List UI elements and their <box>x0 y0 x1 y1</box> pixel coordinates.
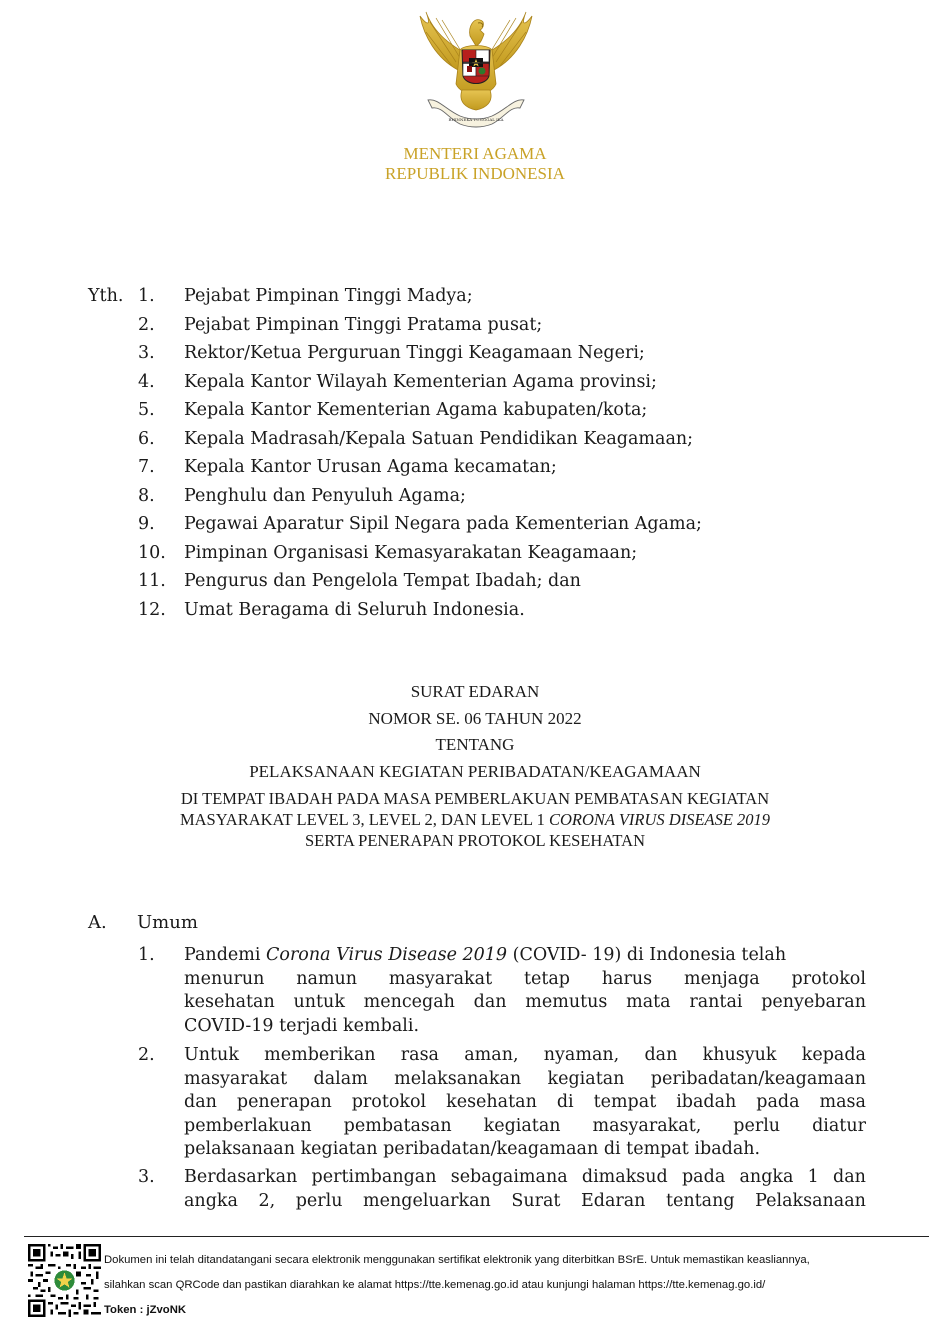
word: ibadah <box>676 1092 737 1112</box>
list-item-number: 5. <box>138 400 155 420</box>
footer-divider <box>24 1236 929 1237</box>
word: peribadatan/keagamaan <box>650 1068 866 1089</box>
word: pembatasan <box>343 1115 452 1136</box>
list-item-text: Kepala Kantor Kementerian Agama kabupaten/kota; <box>184 400 648 420</box>
word: Surat <box>511 1190 561 1211</box>
word: angka <box>739 1167 794 1187</box>
section-title: Umum <box>137 912 198 933</box>
paragraph-line <box>184 968 866 992</box>
list-item-text: Umat Beragama di Seluruh Indonesia. <box>184 599 525 620</box>
word: dan <box>833 1167 866 1187</box>
word: kesehatan <box>446 1092 537 1112</box>
title-subject-italic: CORONA VIRUS DISEASE 2019 <box>549 810 771 829</box>
paragraph-number: 1. <box>138 945 155 965</box>
word: protokol <box>351 1092 427 1112</box>
word: khusyuk <box>702 1045 777 1065</box>
word: pada <box>681 1167 726 1187</box>
word: penyebaran <box>761 992 866 1012</box>
word: 2, <box>258 1190 276 1211</box>
word: dalam <box>313 1068 368 1089</box>
word: kegiatan <box>547 1068 625 1089</box>
list-item-number: 12. <box>138 599 166 620</box>
list-item-text: Kepala Madrasah/Kepala Satuan Pendidikan Keagamaan; <box>184 428 694 449</box>
word: Pelaksanaan <box>755 1190 866 1211</box>
word: rasa <box>400 1045 439 1065</box>
title-subject-line <box>0 809 950 830</box>
list-item-number: 4. <box>138 371 155 392</box>
paragraph-line <box>184 944 866 968</box>
word: dan <box>473 992 507 1012</box>
list-item-text: Pengurus dan Pengelola Tempat Ibadah; dan <box>184 571 581 591</box>
list-item-text: Penghulu dan Penyuluh Agama; <box>184 485 466 506</box>
ministry-country: REPUBLIK INDONESIA <box>385 164 565 183</box>
title-subject-line: PELAKSANAAN KEGIATAN PERIBADATAN/KEAGAMAAN <box>249 761 701 781</box>
word: mencegah <box>363 992 455 1012</box>
word: masyarakat <box>184 1068 288 1089</box>
paragraph-italic: Corona Virus Disease 2019 <box>266 945 508 965</box>
word: perlu <box>295 1190 343 1211</box>
word: Berdasarkan <box>184 1167 298 1187</box>
title-about: TENTANG <box>435 735 515 754</box>
list-item-number: 10. <box>138 542 166 563</box>
paragraph-line: pelaksanaan kegiatan peribadatan/keagamaan di tempat ibadah. <box>184 1139 761 1159</box>
paragraph-text: Pandemi <box>184 945 267 965</box>
word: Untuk <box>184 1045 239 1065</box>
signature-token: Token : jZvoNK <box>104 1304 187 1316</box>
paragraph-line <box>184 991 866 1015</box>
paragraph-number: 2. <box>138 1045 155 1065</box>
word: nyaman, <box>543 1045 620 1065</box>
list-item-number: 3. <box>138 343 155 363</box>
word: tentang <box>665 1190 735 1211</box>
paragraph-line: COVID-19 terjadi kembali. <box>184 1015 420 1036</box>
word: harus <box>601 968 653 989</box>
paragraph-number: 3. <box>138 1167 155 1187</box>
garuda-emblem-icon <box>412 6 540 131</box>
word: masyarakat, <box>592 1115 702 1136</box>
word: kesehatan <box>184 992 275 1012</box>
word: memutus <box>525 992 608 1012</box>
title-subject-line: SERTA PENERAPAN PROTOKOL KESEHATAN <box>304 831 645 850</box>
list-item-number: 11. <box>138 571 166 591</box>
word: diatur <box>812 1115 866 1136</box>
paragraph-text: (COVID- 19) di Indonesia telah <box>507 945 787 965</box>
word: Edaran <box>580 1190 646 1211</box>
list-item-text: Pimpinan Organisasi Kemasyarakatan Keagamaan; <box>184 542 638 563</box>
section-letter: A. <box>88 912 107 933</box>
list-item-text: Pegawai Aparatur Sipil Negara pada Kementerian Agama; <box>184 514 702 534</box>
e-signature-notice <box>104 1248 810 1323</box>
paragraph-line <box>184 1190 866 1214</box>
list-item-text: Pejabat Pimpinan Tinggi Madya; <box>184 286 473 306</box>
list-item-number: 8. <box>138 485 155 506</box>
word: dimaksud <box>581 1167 668 1187</box>
word: pada <box>756 1092 800 1112</box>
word: sebagaimana <box>450 1167 568 1187</box>
paragraph-line <box>184 1068 866 1092</box>
footer-line: Dokumen ini telah ditandatangani secara elektronik menggunakan sertifikat elektronik yang diterbitkan BSrE. Untuk memastikan keasliannya, <box>104 1254 810 1266</box>
qr-code-icon[interactable] <box>28 1244 101 1317</box>
list-item-text: Rektor/Ketua Perguruan Tinggi Keagamaan Negeri; <box>184 343 645 363</box>
document-type: SURAT EDARAN <box>410 682 540 701</box>
word: masa <box>819 1092 866 1112</box>
ministry-title: MENTERI AGAMA <box>403 144 547 163</box>
circular-title <box>0 679 950 851</box>
paragraph-line <box>184 1115 866 1139</box>
word: perlu <box>733 1115 781 1136</box>
word: 1 <box>807 1167 819 1187</box>
word: kepada <box>801 1045 866 1065</box>
word: dan <box>184 1092 217 1112</box>
list-item-number: 9. <box>138 514 155 534</box>
title-subject-text: MASYARAKAT LEVEL 3, LEVEL 2, DAN LEVEL 1 <box>179 810 550 829</box>
word: menurun <box>184 968 265 989</box>
word: angka <box>184 1190 238 1211</box>
word: untuk <box>293 992 345 1012</box>
paragraph-line <box>184 1166 866 1190</box>
word: menjaga <box>683 968 760 989</box>
paragraph-line <box>184 1044 866 1068</box>
document-number: NOMOR SE. 06 TAHUN 2022 <box>368 708 582 728</box>
list-item-number: 7. <box>138 457 155 477</box>
list-item-text: Kepala Kantor Wilayah Kementerian Agama provinsi; <box>184 371 657 392</box>
word: kegiatan <box>483 1115 561 1136</box>
list-item-text: Kepala Kantor Urusan Agama kecamatan; <box>184 457 557 477</box>
word: pemberlakuan <box>184 1115 312 1136</box>
paragraph-line <box>184 1091 866 1115</box>
word: mengeluarkan <box>363 1190 491 1211</box>
recipient-prefix: Yth. <box>88 286 124 306</box>
word: aman, <box>464 1045 519 1065</box>
word: dan <box>644 1045 678 1065</box>
word: di <box>556 1092 574 1112</box>
word: namun <box>296 968 358 989</box>
word: pertimbangan <box>311 1167 437 1187</box>
word: mata <box>626 992 671 1012</box>
word: rantai <box>689 992 743 1012</box>
word: memberikan <box>264 1045 376 1065</box>
title-subject-line: DI TEMPAT IBADAH PADA MASA PEMBERLAKUAN PEMBATASAN KEGIATAN <box>180 789 770 808</box>
list-item-number: 2. <box>138 314 155 335</box>
list-item-text: Pejabat Pimpinan Tinggi Pratama pusat; <box>184 314 543 335</box>
word: masyarakat <box>388 968 493 989</box>
word: tempat <box>593 1092 657 1112</box>
word: tetap <box>523 968 570 989</box>
word: protokol <box>791 968 866 989</box>
word: melaksanakan <box>394 1068 522 1089</box>
footer-line: silahkan scan QRCode dan pastikan diarahkan ke alamat https://tte.kemenag.go.id atau kunjungi halaman https://tte.kemenag.go.id/ <box>104 1279 766 1291</box>
word: penerapan <box>236 1092 332 1112</box>
list-item-number: 1. <box>138 286 155 306</box>
emblem-motto: BHINNEKA TUNGGAL IKA <box>448 117 504 122</box>
list-item-number: 6. <box>138 428 155 449</box>
